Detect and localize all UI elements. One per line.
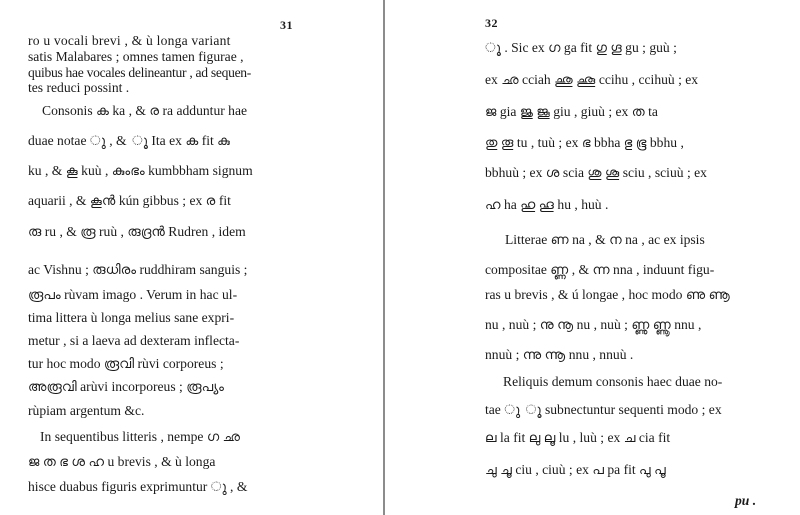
text-line: tae ു ൂ subnectuntur sequenti modo ; ex: [485, 402, 722, 417]
text-line: rùpiam argentum &c.: [28, 403, 145, 418]
text-line: ku , & കൂ kuù , കുംഭം kumbbham signum: [28, 163, 253, 178]
text-line: tima littera ù longa melius sane expri-: [28, 310, 235, 325]
text-line: രു ru , & രൂ ruù , രുദ്രൻ Rudren , idem: [28, 224, 246, 239]
left-page: [0, 0, 383, 515]
text-line: aquarii , & കൂൻ kún gibbus ; ex ര fit: [28, 193, 231, 208]
text-line: ex ഛ cciah ഛു ഛൂ ccihu , ccihuù ; ex: [485, 72, 699, 87]
text-line: Consonis ക ka , & ര ra adduntur hae: [42, 103, 248, 118]
text-line: Reliquis demum consonis haec duae no-: [503, 374, 723, 389]
text-line: അരൂവി arùvi incorporeus ; രൂപ്യം: [28, 379, 224, 394]
text-line: ജ ത ഭ ശ ഹ u brevis , & ù longa: [28, 454, 216, 469]
text-line: രൂപം rùvam imago . Verum in hac ul-: [28, 287, 238, 302]
text-line: tes reduci possint .: [28, 80, 130, 95]
right-page: [385, 0, 800, 515]
text-line: ജ gia ജു ജൂ giu , giuù ; ex ത ta: [485, 104, 658, 119]
text-line: In sequentibus litteris , nempe ഗ ഛ: [40, 429, 241, 444]
text-line: ചു ചൂ ciu , ciuù ; ex പ pa fit പു പൂ: [485, 462, 666, 477]
text-line: തു തൂ tu , tuù ; ex ഭ bbha ഭു ഭൂ bbhu ,: [485, 135, 684, 150]
text-line: pu .: [735, 493, 757, 508]
text-line: quibus hae vocales delineantur , ad sequen-: [28, 65, 252, 80]
text-line: metur , si a laeva ad dexteram inflecta-: [28, 333, 240, 348]
text-line: ro u vocali brevi , & ù longa variant: [28, 33, 231, 48]
text-line: ല la fit ലു ലൂ lu , luù ; ex ച cia fit: [485, 430, 671, 445]
text-line: tur hoc modo രൂവി rùvi corporeus ;: [28, 356, 224, 371]
text-line: satis Malabares ; omnes tamen figurae ,: [28, 49, 244, 64]
text-line: bbhuù ; ex ശ scia ശു ശൂ sciu , sciuù ; ex: [485, 165, 707, 180]
text-line: nnuù ; ന്നു ന്നൂ nnu , nnuù .: [485, 347, 634, 362]
text-line: duae notae ു , & ൂ Ita ex ക fit കു: [28, 133, 230, 148]
text-line: ras u brevis , & ú longae , hoc modo ണു ണൂ: [485, 287, 730, 302]
page-number: 32: [485, 16, 498, 30]
page-number: 31: [280, 18, 293, 32]
text-line: Litterae ണ na , & ന na , ac ex ipsis: [505, 232, 705, 247]
text-line: ൂ . Sic ex ഗ ga fit ഗു ഗൂ gu ; guù ;: [485, 40, 677, 55]
text-line: ഹ ha ഹു ഹൂ hu , huù .: [485, 197, 609, 212]
text-line: ac Vishnu ; രുധിരം ruddhiram sanguis ;: [28, 262, 248, 277]
text-line: compositae ണ്ണ , & ന്ന nna , induunt figu-: [485, 262, 715, 277]
text-line: nu , nuù ; നു നൂ nu , nuù ; ണ്ണു ണ്ണൂ nnu ,: [485, 317, 702, 332]
text-line: hisce duabus figuris exprimuntur ു , &: [28, 479, 248, 494]
